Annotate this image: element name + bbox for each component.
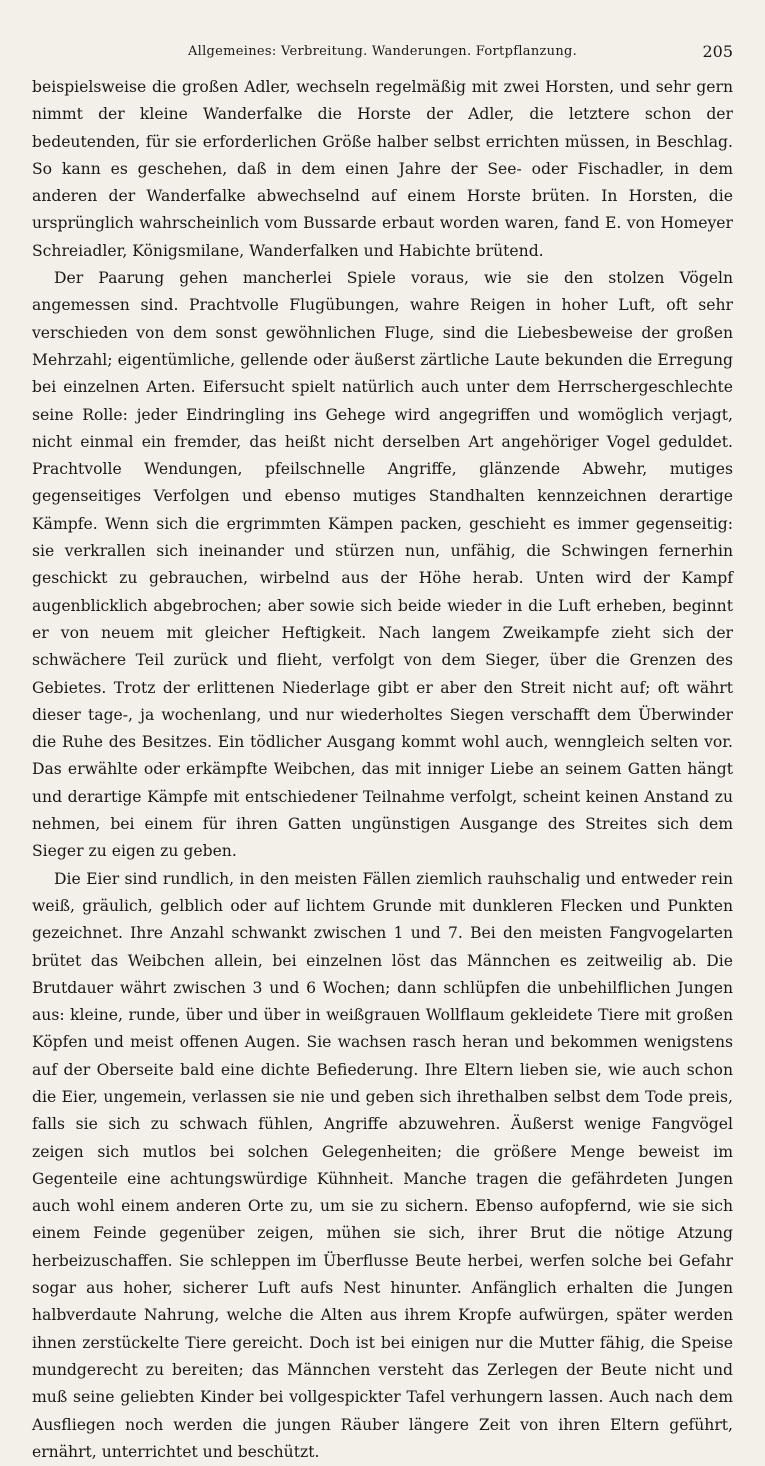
paragraph-courtship: Der Paarung gehen mancherlei Spiele voraus, wie sie den stolzen Vögeln angemessen sind. Prachtvolle Flugübungen, wahre Reigen in hoher Luft, oft sehr verschieden von dem sonst gewöhnlichen Fluge, sind die Liebesbeweise der großen Mehrzahl; eigentümliche, gellende oder äußerst zärtliche Laute bekunden die Erregung bei einzelnen Arten. Eifersucht spielt natürlich auch unter dem Herrschergeschlechte seine Rolle: jeder Eindringling ins Gehege wird angegriffen und womöglich verjagt, nicht einmal ein fremder, das heißt nicht derselben Art angehöriger Vogel geduldet. Prachtvolle Wendungen, pfeilschnelle Angriffe, glänzende Abwehr, mutiges gegenseitiges Verfolgen und ebenso mutiges Standhalten kennzeichnen derartige Kämpfe. Wenn sich die ergrimmten Kämpen packen, geschieht es immer gegenseitig: sie verkrallen sich ineinander und stürzen nun, unfähig, die Schwingen fernerhin geschickt zu gebrauchen, wirbelnd aus der Höhe herab. Unten wird der Kampf augenblicklich abgebrochen; aber sowie sich beide wieder in die Luft erheben, beginnt er von neuem mit gleicher Heftigkeit. Nach langem Zweikampfe zieht sich der schwächere Teil zurück und flieht, verfolgt von dem Sieger, über die Grenzen des Gebietes. Trotz der erlittenen Niederlage gibt er aber den Streit nicht auf; oft währt dieser tage-, ja wochenlang, und nur wiederholtes Siegen verschafft dem Überwinder die Ruhe des Besitzes. Ein tödlicher Ausgang kommt wohl auch, wenngleich selten vor. Das erwählte oder erkämpfte Weibchen, das mit inniger Liebe an seinem Gatten hängt und derartige Kämpfe mit entschiedener Teilnahme verfolgt, scheint keinen Anstand zu nehmen, bei einem für ihren Gatten ungünstigen Ausgange des Streites sich dem Sieger zu eigen zu geben. <box>32 269 733 861</box>
running-head: Allgemeines: Verbreitung. Wanderungen. Fortpflanzung. <box>187 44 578 59</box>
page-number: 205 <box>702 42 733 61</box>
paragraph-continuation: beispielsweise die großen Adler, wechseln regelmäßig mit zwei Horsten, und sehr gern nimmt der kleine Wanderfalke die Horste der Adler, die letztere schon der bedeutenden, für sie erforderlichen Größe halber selbst errichten müssen, in Beschlag. So kann es geschehen, daß in dem einen Jahre der See- oder Fischadler, in dem anderen der Wanderfalke abwechselnd auf einem Horste brüten. In Horsten, die ursprünglich wahrscheinlich vom Bussarde erbaut worden waren, fand E. von Homeyer Schreiadler, Königsmilane, Wanderfalken und Habichte brütend. <box>32 78 733 260</box>
paragraph-eggs-and-young: Die Eier sind rundlich, in den meisten Fällen ziemlich rauhschalig und entweder rein weiß, gräulich, gelblich oder auf lichtem Grunde mit dunkleren Flecken und Punkten gezeichnet. Ihre Anzahl schwankt zwischen 1 und 7. Bei den meisten Fangvogelarten brütet das Weibchen allein, bei einzelnen löst das Männchen es zeitweilig ab. Die Brutdauer währt zwischen 3 und 6 Wochen; dann schlüpfen die unbehilflichen Jungen aus: kleine, runde, über und über in weißgrauen Wollflaum gekleidete Tiere mit großen Köpfen und meist offenen Augen. Sie wachsen rasch heran und bekommen wenigstens auf der Oberseite bald eine dichte Befiederung. Ihre Eltern lieben sie, wie auch schon die Eier, ungemein, verlassen sie nie und geben sich ihrethalben selbst dem Tode preis, falls sie sich zu schwach fühlen, Angriffe abzuwehren. Äußerst wenige Fangvögel zeigen sich mutlos bei solchen Gelegenheiten; die größere Menge beweist im Gegenteile eine achtungswürdige Kühnheit. Manche tragen die gefährdeten Jungen auch wohl einem anderen Orte zu, um sie zu sichern. Ebenso aufopfernd, wie sie sich einem Feinde gegenüber zeigen, mühen sie sich, ihrer Brut die nötige Atzung herbeizuschaffen. Sie schleppen im Überflusse Beute herbei, werfen solche bei Gefahr sogar aus hoher, sicherer Luft aufs Nest hinunter. Anfänglich erhalten die Jungen halbverdaute Nahrung, welche die Alten aus ihrem Kropfe aufwürgen, später werden ihnen zerstückelte Tiere gereicht. Doch ist bei einigen nur die Mutter fähig, die Speise mundgerecht zu bereiten; das Männchen versteht das Zerlegen der Beute nicht und muß seine geliebten Kinder bei vollgespickter Tafel verhungern lassen. Auch nach dem Ausfliegen noch werden die jungen Räuber längere Zeit von ihren Eltern geführt, ernährt, unterrichtet und beschützt. <box>32 869 733 1461</box>
page-header <box>32 40 733 74</box>
body-text <box>32 74 733 1466</box>
